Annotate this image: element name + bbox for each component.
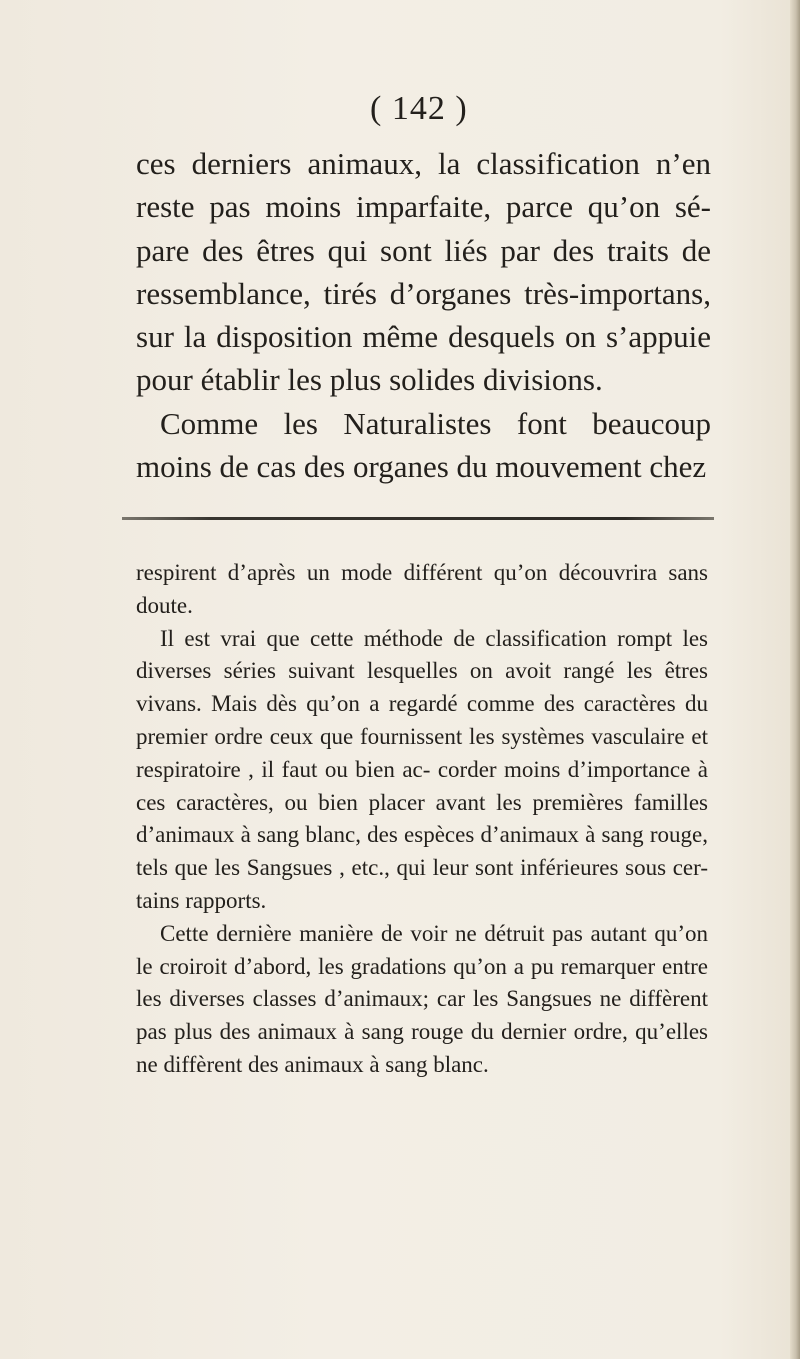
page-number: ( 142 ) xyxy=(370,90,468,127)
footnote-text xyxy=(136,557,708,1082)
main-text xyxy=(136,142,711,488)
main-paragraph-2: Comme les Naturalistes font beaucoup moins de cas des organes du mouvement chez xyxy=(136,405,711,485)
footnote-paragraph-1: respirent d’après un mode différent qu’on découvrira sans doute. xyxy=(136,560,708,618)
footnote-paragraph-3: Cette dernière manière de voir ne détruit pas autant qu’on le croiroit d’abord, les gradations qu’on a pu remarquer entre les diverses classes d’animaux; car les Sangsues ne diffèrent pas plus des animaux à sang rouge du dernier ordre, qu’elles ne diffèrent des animaux à sang blanc. xyxy=(136,920,708,1077)
page-edge xyxy=(790,0,800,1359)
footnote-paragraph-2: Il est vrai que cette méthode de classification rompt les diverses séries suivant lesquelles on avoit rangé les êtres vivans. Mais dès qu’on a regardé comme des caractères du premier ordre ceux que fournissent les systèmes vasculaire et respiratoire , il faut ou bien ac- corder moins d’importance à ces caractères, ou bien placer avant les premières familles d’animaux à sang blanc, des espèces d’animaux à sang rouge, tels que les Sangsues , etc., qui leur sont inférieures sous cer- tains rapports. xyxy=(136,625,708,913)
footnote-separator xyxy=(122,517,714,520)
main-paragraph-1: ces derniers animaux, la classification n’en reste pas moins imparfaite, parce qu’on sé- pare des êtres qui sont liés par des traits de ressemblance, tirés d’organes très-importans, sur la disposition même desquels on s’appuie pour établir les plus solides divisions. xyxy=(136,146,711,398)
